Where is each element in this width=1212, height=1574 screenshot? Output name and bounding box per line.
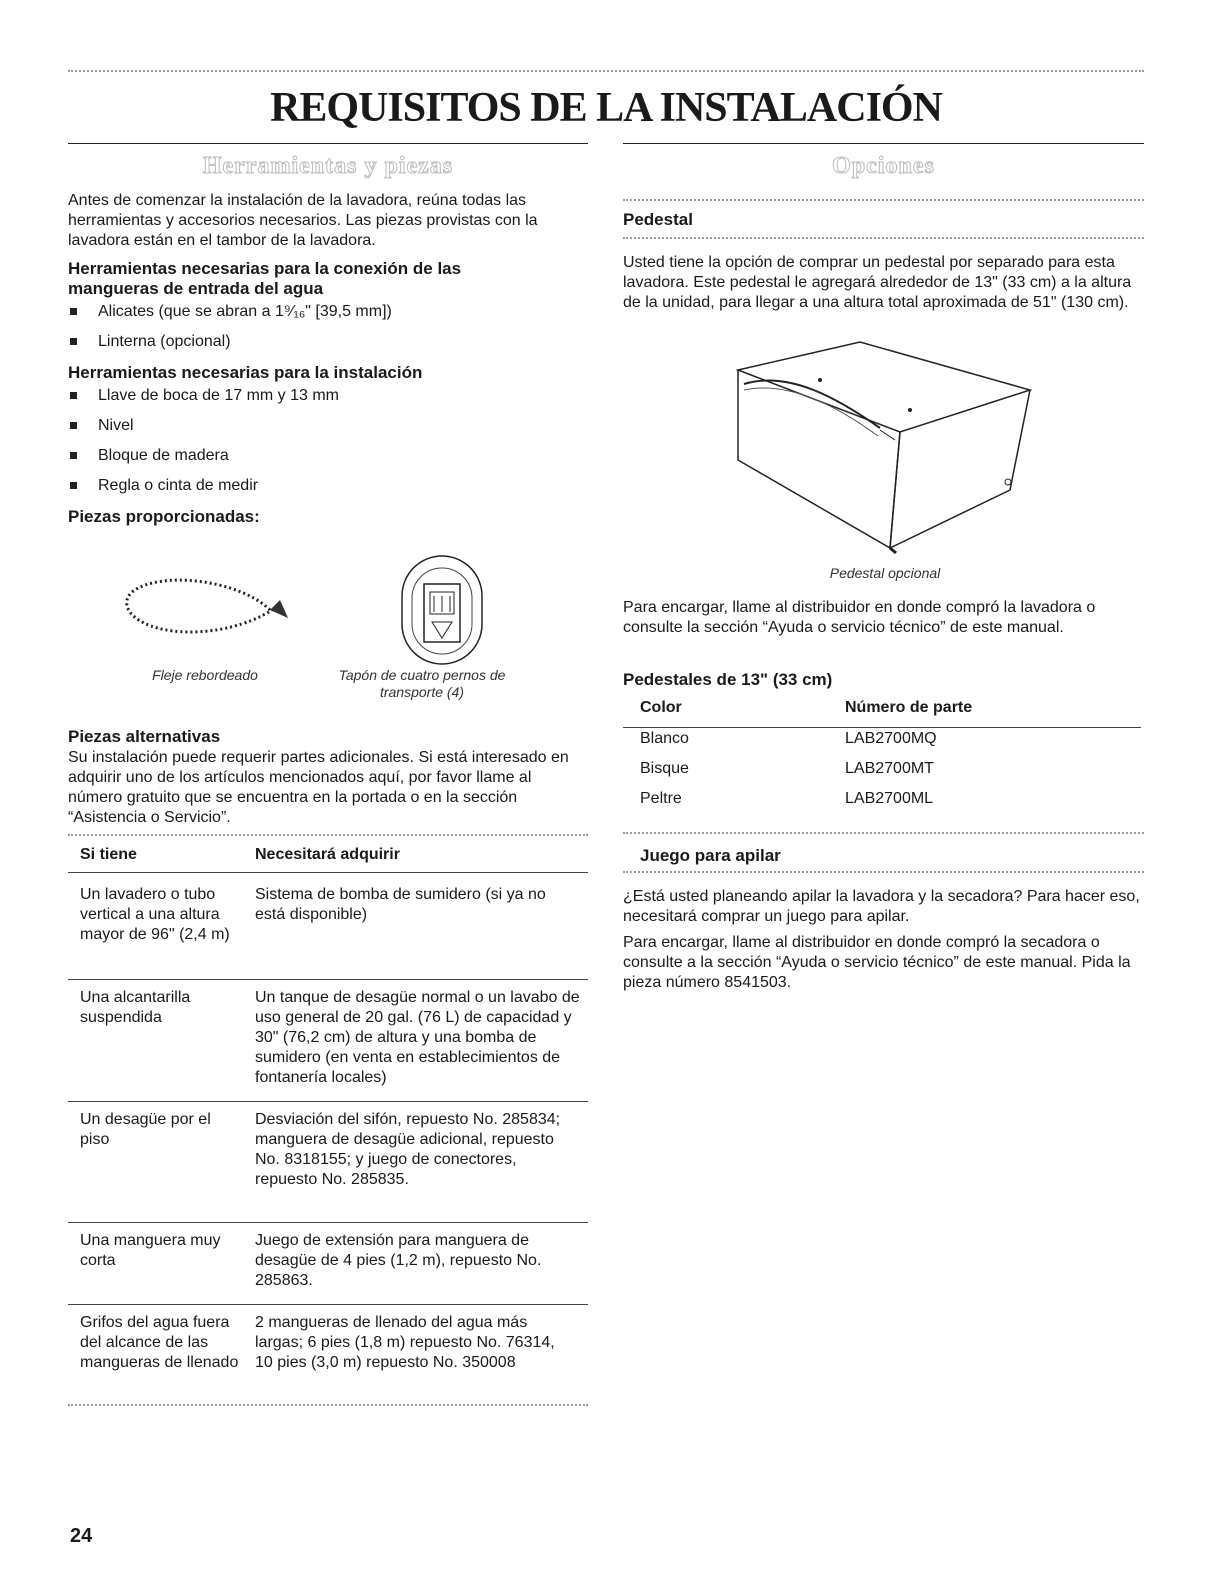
alt-table-cell: Sistema de bomba de sumidero (si ya no está disponible) [255, 886, 546, 923]
alt-table-rule [68, 1101, 588, 1102]
pedestal-bottom-rule [623, 237, 1144, 239]
pedestal-color: Bisque [640, 760, 689, 777]
hose-tool-item: Linterna (opcional) [68, 332, 231, 352]
left-section-rule [68, 143, 588, 144]
pedestal-table-header: Número de parte [845, 699, 973, 716]
install-tool-item: Bloque de madera [68, 446, 229, 466]
hose-tool-item: Alicates (que se abran a 1⁹⁄₁₆" [39,5 mm]) [68, 302, 392, 322]
order-text: Para encargar, llame al distribuidor en donde compró la lavadora o consulte la sección “Ayuda o servicio técnico” de este manual. [623, 599, 1096, 636]
alt-table-rule [68, 1304, 588, 1305]
alt-parts-heading: Piezas alternativas [68, 727, 221, 746]
install-tools-heading: Herramientas necesarias para la instalación [68, 363, 423, 382]
pedestal-color: Blanco [640, 730, 689, 747]
stack-heading: Juego para apilar [640, 846, 781, 865]
alt-table-cell: Una alcantarilla suspendida [80, 989, 191, 1026]
alt-table-cell: Una manguera muy corta [80, 1232, 221, 1269]
intro-text: Antes de comenzar la instalación de la lavadora, reúna todas las herramientas y accesorios necesarios. Las piezas provistas con la lavadora están en el tambor de la lavadora. [68, 192, 538, 249]
alt-table-rule [68, 979, 588, 980]
pedestals-heading: Pedestales de 13" (33 cm) [623, 670, 833, 689]
pedestal-part-number: LAB2700ML [845, 790, 934, 807]
stack-text-1: ¿Está usted planeando apilar la lavadora y la secadora? Para hacer eso, necesitará comprar un juego para apilar. [623, 888, 1140, 925]
transport-plug-illustration [398, 548, 486, 668]
beaded-strap-illustration [120, 570, 290, 650]
pedestal-table-header: Color [640, 699, 682, 716]
pedestal-text: Usted tiene la opción de comprar un pedestal por separado para esta lavadora. Este pedestal le agregará alrededor de 13" (33 cm) a la altura de la unidad, para llegar a una altura total aproximada de 51" (130 cm). [623, 254, 1132, 311]
stack-text-2: Para encargar, llame al distribuidor en donde compró la secadora o consulte a la sección “Ayuda o servicio técnico” de este manual. Pida la pieza número 8541503. [623, 934, 1131, 991]
pedestal-color: Peltre [640, 790, 682, 807]
pedestal-table-rule [623, 727, 1141, 728]
alt-parts-text: Su instalación puede requerir partes adicionales. Si está interesado en adquirir uno de los artículos mencionados aquí, por favor llame al número gratuito que se encuentra en la portada o en la sección “Asistencia o Servicio”. [68, 749, 569, 826]
install-tool-item: Llave de boca de 17 mm y 13 mm [68, 386, 339, 406]
install-tool-item: Regla o cinta de medir [68, 476, 258, 496]
alt-table-bottom-rule [68, 1404, 588, 1406]
alt-table-header: Si tiene [80, 846, 137, 863]
alt-table-top-rule [68, 834, 588, 836]
pedestal-top-rule [623, 199, 1144, 201]
page-title: REQUISITOS DE LA INSTALACIÓN [270, 85, 942, 131]
hose-tools-heading: Herramientas necesarias para la conexión de las mangueras de entrada del agua [68, 259, 462, 298]
install-tool-item: Nivel [68, 416, 134, 436]
right-section-rule [623, 143, 1144, 144]
top-dotted-rule [68, 70, 1144, 72]
alt-table-cell: Desviación del sifón, repuesto No. 285834; manguera de desagüe adicional, repuesto No. 8318155; y juego de conectores, repuesto No. 285835. [255, 1111, 561, 1188]
plug-caption: Tapón de cuatro pernos de transporte (4) [338, 667, 506, 700]
pedestal-caption: Pedestal opcional [829, 565, 941, 581]
pedestal-part-number: LAB2700MQ [845, 730, 937, 747]
alt-table-cell: Un tanque de desagüe normal o un lavabo de uso general de 20 gal. (76 L) de capacidad y 30" (76,2 cm) de altura y una bomba de sumidero (en venta en establecimientos de fontanería locales) [255, 989, 580, 1086]
alt-table-rule [68, 1222, 588, 1223]
stack-bottom-rule [623, 871, 1144, 873]
alt-table-header: Necesitará adquirir [255, 846, 400, 863]
alt-table-cell: Grifos del agua fuera del alcance de las mangueras de llenado [80, 1314, 239, 1371]
alt-table-cell: Juego de extensión para manguera de desagüe de 4 pies (1,2 m), repuesto No. 285863. [255, 1232, 542, 1289]
alt-table-cell: Un lavadero o tubo vertical a una altura mayor de 96" (2,4 m) [80, 886, 230, 943]
alt-table-rule [68, 872, 588, 873]
parts-heading: Piezas proporcionadas: [68, 507, 260, 526]
alt-table-cell: 2 mangueras de llenado del agua más largas; 6 pies (1,8 m) repuesto No. 76314, 10 pies (3,0 m) repuesto No. 350008 [255, 1314, 555, 1371]
strap-caption: Fleje rebordeado [152, 667, 258, 683]
pedestal-illustration [730, 340, 1030, 555]
page-number: 24 [70, 1525, 93, 1547]
alt-table-cell: Un desagüe por el piso [80, 1111, 211, 1148]
right-section-title: Opciones [832, 153, 935, 179]
stack-top-rule [623, 832, 1144, 834]
pedestal-part-number: LAB2700MT [845, 760, 934, 777]
pedestal-heading: Pedestal [623, 210, 693, 229]
left-section-title: Herramientas y piezas [202, 153, 454, 179]
